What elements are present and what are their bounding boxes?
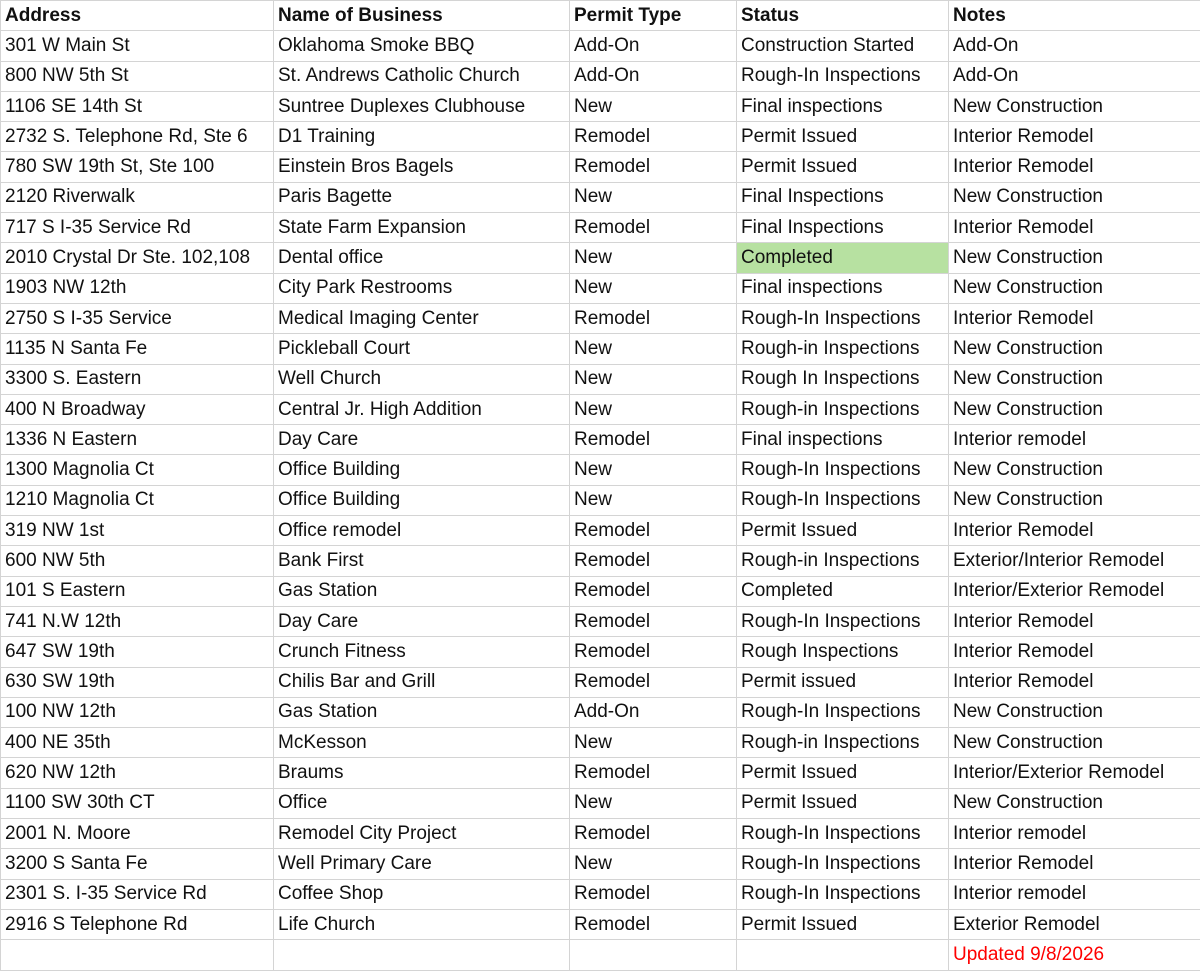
cell-address[interactable]: 301 W Main St — [1, 31, 274, 61]
cell-notes[interactable]: Add-On — [949, 61, 1200, 91]
cell-notes[interactable]: New Construction — [949, 273, 1200, 303]
cell-address[interactable]: 2732 S. Telephone Rd, Ste 6 — [1, 122, 274, 152]
cell-status[interactable]: Permit issued — [737, 667, 949, 697]
table-row — [1, 273, 1200, 303]
empty-cell[interactable] — [1, 940, 274, 970]
table-row — [1, 91, 1200, 121]
cell-status[interactable]: Rough In Inspections — [737, 364, 949, 394]
cell-notes[interactable]: Interior/Exterior Remodel — [949, 758, 1200, 788]
table-row — [1, 697, 1200, 727]
column-header-address[interactable]: Address — [1, 1, 274, 31]
cell-notes[interactable]: Interior remodel — [949, 425, 1200, 455]
cell-permit-type[interactable]: Remodel — [570, 667, 737, 697]
cell-status[interactable]: Permit Issued — [737, 788, 949, 818]
cell-notes[interactable]: New Construction — [949, 394, 1200, 424]
cell-notes[interactable]: New Construction — [949, 788, 1200, 818]
cell-permit-type[interactable]: New — [570, 788, 737, 818]
cell-permit-type[interactable]: Remodel — [570, 637, 737, 667]
cell-status[interactable]: Permit Issued — [737, 122, 949, 152]
cell-notes[interactable]: Interior remodel — [949, 819, 1200, 849]
cell-business-name[interactable]: Central Jr. High Addition — [274, 394, 570, 424]
cell-status-highlighted[interactable]: Completed — [737, 243, 949, 273]
cell-permit-type[interactable]: New — [570, 849, 737, 879]
cell-notes[interactable]: New Construction — [949, 334, 1200, 364]
cell-notes[interactable]: Interior Remodel — [949, 637, 1200, 667]
table-row — [1, 788, 1200, 818]
column-header-business[interactable]: Name of Business — [274, 1, 570, 31]
cell-notes[interactable]: Exterior/Interior Remodel — [949, 546, 1200, 576]
cell-address[interactable]: 1100 SW 30th CT — [1, 788, 274, 818]
cell-permit-type[interactable]: Remodel — [570, 758, 737, 788]
cell-status[interactable]: Rough-In Inspections — [737, 697, 949, 727]
cell-status[interactable]: Rough-In Inspections — [737, 606, 949, 636]
cell-business-name[interactable]: Einstein Bros Bagels — [274, 152, 570, 182]
cell-address[interactable]: 100 NW 12th — [1, 697, 274, 727]
cell-business-name[interactable]: Braums — [274, 758, 570, 788]
cell-permit-type[interactable]: Add-On — [570, 31, 737, 61]
cell-permit-type[interactable]: Remodel — [570, 303, 737, 333]
cell-permit-type[interactable]: New — [570, 273, 737, 303]
cell-business-name[interactable]: Well Primary Care — [274, 849, 570, 879]
table-row — [1, 909, 1200, 939]
cell-notes[interactable]: Exterior Remodel — [949, 909, 1200, 939]
cell-permit-type[interactable]: New — [570, 485, 737, 515]
sheet-body — [1, 31, 1200, 970]
cell-status[interactable]: Rough-In Inspections — [737, 61, 949, 91]
cell-business-name[interactable]: City Park Restrooms — [274, 273, 570, 303]
cell-notes[interactable]: Interior Remodel — [949, 849, 1200, 879]
cell-notes[interactable]: Interior Remodel — [949, 213, 1200, 243]
cell-notes[interactable]: New Construction — [949, 243, 1200, 273]
cell-address[interactable]: 101 S Eastern — [1, 576, 274, 606]
cell-status[interactable]: Final Inspections — [737, 182, 949, 212]
cell-address[interactable]: 741 N.W 12th — [1, 606, 274, 636]
table-row — [1, 849, 1200, 879]
cell-notes[interactable]: Interior Remodel — [949, 122, 1200, 152]
cell-notes[interactable]: New Construction — [949, 697, 1200, 727]
cell-status[interactable]: Rough-in Inspections — [737, 394, 949, 424]
cell-permit-type[interactable]: Add-On — [570, 697, 737, 727]
cell-permit-type[interactable]: New — [570, 394, 737, 424]
table-row — [1, 243, 1200, 273]
cell-status[interactable]: Final inspections — [737, 425, 949, 455]
cell-address[interactable]: 2001 N. Moore — [1, 819, 274, 849]
cell-business-name[interactable]: D1 Training — [274, 122, 570, 152]
table-row — [1, 819, 1200, 849]
table-row — [1, 516, 1200, 546]
cell-business-name[interactable]: State Farm Expansion — [274, 213, 570, 243]
cell-address[interactable]: 1135 N Santa Fe — [1, 334, 274, 364]
cell-status[interactable]: Final inspections — [737, 273, 949, 303]
cell-address[interactable]: 3200 S Santa Fe — [1, 849, 274, 879]
cell-business-name[interactable]: Bank First — [274, 546, 570, 576]
cell-status[interactable]: Completed — [737, 576, 949, 606]
table-row — [1, 728, 1200, 758]
cell-permit-type[interactable]: Remodel — [570, 425, 737, 455]
cell-notes[interactable]: New Construction — [949, 91, 1200, 121]
cell-business-name[interactable]: Crunch Fitness — [274, 637, 570, 667]
cell-address[interactable]: 2750 S I-35 Service — [1, 303, 274, 333]
cell-status[interactable]: Rough-in Inspections — [737, 546, 949, 576]
table-row — [1, 152, 1200, 182]
cell-address[interactable]: 1903 NW 12th — [1, 273, 274, 303]
cell-permit-type[interactable]: Remodel — [570, 909, 737, 939]
cell-notes[interactable]: Interior/Exterior Remodel — [949, 576, 1200, 606]
table-row — [1, 485, 1200, 515]
table-row — [1, 758, 1200, 788]
cell-address[interactable]: 1300 Magnolia Ct — [1, 455, 274, 485]
cell-business-name[interactable]: Day Care — [274, 425, 570, 455]
cell-permit-type[interactable]: New — [570, 455, 737, 485]
cell-business-name[interactable]: Coffee Shop — [274, 879, 570, 909]
cell-permit-type[interactable]: Remodel — [570, 879, 737, 909]
cell-business-name[interactable]: Chilis Bar and Grill — [274, 667, 570, 697]
cell-notes[interactable]: New Construction — [949, 364, 1200, 394]
cell-business-name[interactable]: Office Building — [274, 485, 570, 515]
table-row — [1, 879, 1200, 909]
cell-address[interactable]: 780 SW 19th St, Ste 100 — [1, 152, 274, 182]
empty-cell[interactable] — [570, 940, 737, 970]
cell-permit-type[interactable]: Remodel — [570, 576, 737, 606]
cell-address[interactable]: 3300 S. Eastern — [1, 364, 274, 394]
cell-notes[interactable]: Interior Remodel — [949, 606, 1200, 636]
column-header-notes[interactable]: Notes — [949, 1, 1200, 31]
table-row — [1, 667, 1200, 697]
table-row — [1, 334, 1200, 364]
cell-status[interactable]: Permit Issued — [737, 152, 949, 182]
cell-address[interactable]: 800 NW 5th St — [1, 61, 274, 91]
cell-permit-type[interactable]: Remodel — [570, 152, 737, 182]
cell-permit-type[interactable]: Remodel — [570, 516, 737, 546]
table-row — [1, 394, 1200, 424]
cell-permit-type[interactable]: Remodel — [570, 819, 737, 849]
cell-status[interactable]: Final inspections — [737, 91, 949, 121]
cell-address[interactable]: 2301 S. I-35 Service Rd — [1, 879, 274, 909]
cell-permit-type[interactable]: Remodel — [570, 122, 737, 152]
cell-status[interactable]: Rough-In Inspections — [737, 879, 949, 909]
table-row — [1, 122, 1200, 152]
cell-status[interactable]: Rough-In Inspections — [737, 819, 949, 849]
cell-address[interactable]: 600 NW 5th — [1, 546, 274, 576]
cell-status[interactable]: Rough-In Inspections — [737, 455, 949, 485]
cell-address[interactable]: 1336 N Eastern — [1, 425, 274, 455]
header-row — [1, 1, 1200, 31]
cell-status[interactable]: Rough-in Inspections — [737, 728, 949, 758]
updated-note[interactable]: Updated 9/8/2026 — [949, 940, 1200, 970]
cell-business-name[interactable]: Gas Station — [274, 576, 570, 606]
cell-permit-type[interactable]: New — [570, 364, 737, 394]
cell-business-name[interactable]: Remodel City Project — [274, 819, 570, 849]
table-row — [1, 576, 1200, 606]
empty-cell[interactable] — [737, 940, 949, 970]
cell-status[interactable]: Construction Started — [737, 31, 949, 61]
empty-cell[interactable] — [274, 940, 570, 970]
table-row — [1, 606, 1200, 636]
cell-business-name[interactable]: Life Church — [274, 909, 570, 939]
cell-permit-type[interactable]: New — [570, 728, 737, 758]
cell-business-name[interactable]: Dental office — [274, 243, 570, 273]
table-row — [1, 455, 1200, 485]
cell-notes[interactable]: New Construction — [949, 182, 1200, 212]
table-row — [1, 31, 1200, 61]
cell-business-name[interactable]: McKesson — [274, 728, 570, 758]
cell-notes[interactable]: Interior Remodel — [949, 152, 1200, 182]
cell-address[interactable]: 2120 Riverwalk — [1, 182, 274, 212]
cell-permit-type[interactable]: Remodel — [570, 546, 737, 576]
cell-permit-type[interactable]: New — [570, 334, 737, 364]
table-row — [1, 637, 1200, 667]
cell-notes[interactable]: New Construction — [949, 728, 1200, 758]
cell-status[interactable]: Rough Inspections — [737, 637, 949, 667]
cell-address[interactable]: 1210 Magnolia Ct — [1, 485, 274, 515]
cell-business-name[interactable]: Office — [274, 788, 570, 818]
cell-business-name[interactable]: Office remodel — [274, 516, 570, 546]
cell-permit-type[interactable]: Remodel — [570, 606, 737, 636]
cell-notes[interactable]: Interior Remodel — [949, 667, 1200, 697]
cell-business-name[interactable]: Gas Station — [274, 697, 570, 727]
cell-notes[interactable]: Interior remodel — [949, 879, 1200, 909]
cell-status[interactable]: Permit Issued — [737, 909, 949, 939]
cell-status[interactable]: Permit Issued — [737, 516, 949, 546]
cell-business-name[interactable]: Paris Bagette — [274, 182, 570, 212]
cell-business-name[interactable]: Day Care — [274, 606, 570, 636]
cell-address[interactable]: 319 NW 1st — [1, 516, 274, 546]
cell-address[interactable]: 630 SW 19th — [1, 667, 274, 697]
cell-notes[interactable]: Interior Remodel — [949, 303, 1200, 333]
table-row — [1, 213, 1200, 243]
cell-address[interactable]: 1106 SE 14th St — [1, 91, 274, 121]
table-row — [1, 303, 1200, 333]
cell-address[interactable]: 2010 Crystal Dr Ste. 102,108 — [1, 243, 274, 273]
cell-notes[interactable]: New Construction — [949, 485, 1200, 515]
cell-address[interactable]: 647 SW 19th — [1, 637, 274, 667]
cell-business-name[interactable]: Pickleball Court — [274, 334, 570, 364]
table-row — [1, 182, 1200, 212]
table-row — [1, 546, 1200, 576]
cell-address[interactable]: 717 S I-35 Service Rd — [1, 213, 274, 243]
cell-status[interactable]: Rough-In Inspections — [737, 485, 949, 515]
cell-status[interactable]: Rough-In Inspections — [737, 303, 949, 333]
cell-permit-type[interactable]: Remodel — [570, 213, 737, 243]
cell-business-name[interactable]: St. Andrews Catholic Church — [274, 61, 570, 91]
cell-address[interactable]: 400 N Broadway — [1, 394, 274, 424]
cell-status[interactable]: Permit Issued — [737, 758, 949, 788]
cell-notes[interactable]: Add-On — [949, 31, 1200, 61]
cell-notes[interactable]: Interior Remodel — [949, 516, 1200, 546]
cell-business-name[interactable]: Office Building — [274, 455, 570, 485]
cell-address[interactable]: 620 NW 12th — [1, 758, 274, 788]
table-row — [1, 364, 1200, 394]
cell-business-name[interactable]: Oklahoma Smoke BBQ — [274, 31, 570, 61]
footer-row — [1, 940, 1200, 970]
cell-permit-type[interactable]: New — [570, 91, 737, 121]
cell-address[interactable]: 400 NE 35th — [1, 728, 274, 758]
table-row — [1, 61, 1200, 91]
table-row — [1, 425, 1200, 455]
cell-permit-type[interactable]: New — [570, 243, 737, 273]
cell-business-name[interactable]: Suntree Duplexes Clubhouse — [274, 91, 570, 121]
column-header-permit-type[interactable]: Permit Type — [570, 1, 737, 31]
column-header-status[interactable]: Status — [737, 1, 949, 31]
cell-permit-type[interactable]: Add-On — [570, 61, 737, 91]
cell-status[interactable]: Rough-in Inspections — [737, 334, 949, 364]
cell-business-name[interactable]: Medical Imaging Center — [274, 303, 570, 333]
cell-permit-type[interactable]: New — [570, 182, 737, 212]
cell-notes[interactable]: New Construction — [949, 455, 1200, 485]
cell-status[interactable]: Final Inspections — [737, 213, 949, 243]
cell-address[interactable]: 2916 S Telephone Rd — [1, 909, 274, 939]
cell-business-name[interactable]: Well Church — [274, 364, 570, 394]
cell-status[interactable]: Rough-In Inspections — [737, 849, 949, 879]
